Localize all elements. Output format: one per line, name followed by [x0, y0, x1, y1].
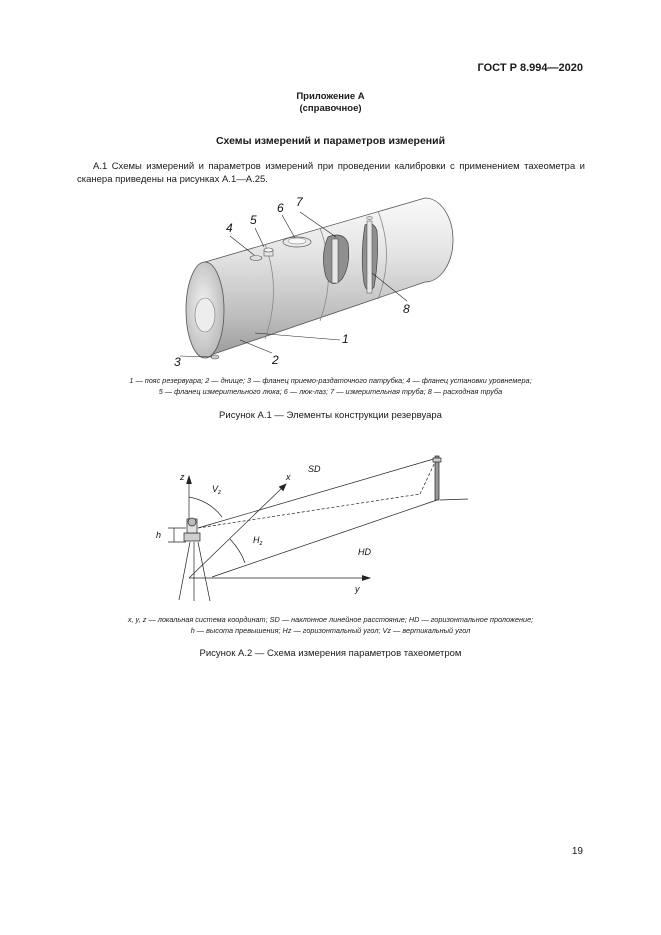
label-z: z	[180, 472, 185, 482]
outlet-pipe	[367, 221, 372, 293]
label-vz: $V_z$	[212, 484, 222, 496]
standard-number: ГОСТ Р 8.994—2020	[477, 62, 583, 74]
label-sd: SD	[308, 464, 321, 474]
page-number: 19	[571, 846, 583, 857]
flange-level-gauge	[250, 256, 262, 261]
appendix-title: Приложение А	[296, 91, 365, 102]
tank-illustration	[160, 195, 480, 370]
section-title: Схемы измерений и параметров измерений	[215, 135, 446, 147]
tripod	[179, 542, 210, 601]
total-station-diagram	[150, 445, 480, 610]
hz-arc	[230, 539, 245, 563]
callout-6: 6	[277, 201, 284, 215]
callout-7: 7	[296, 195, 303, 209]
hd-line	[212, 500, 437, 577]
appendix-subtitle: (справочное)	[299, 103, 362, 114]
manhole-inner	[288, 238, 306, 244]
figure1-legend-line1: 1 — пояс резервуара; 2 — днище; 3 — фланец приемо-раздаточного патрубка; 4 — фланец установки уровнемера;	[129, 376, 532, 385]
intro-paragraph: А.1 Схемы измерений и параметров измерений при проведении калибровки с применением тахеометра и сканера приведены на рисунках А.1—А.25.	[77, 161, 585, 185]
figure1-legend-line2: 5 — фланец измерительного люка; 6 — люк-лаз; 7 — измерительная труба; 8 — расходная труба	[158, 387, 503, 396]
label-h: h	[156, 530, 162, 540]
x-axis	[189, 485, 285, 578]
measuring-pipe	[332, 239, 338, 283]
horizontal-dashed-line	[198, 494, 420, 528]
label-y: y	[355, 584, 360, 594]
callout-4: 4	[226, 221, 233, 235]
label-hz: $H_z$	[253, 535, 263, 547]
figure2-legend-line1: x, y, z — локальная система координат; SD — наклонное линейное расстояние; HD — горизонтальное проложение;	[127, 615, 534, 624]
flange-nozzle	[211, 355, 219, 359]
figure1-caption: Рисунок А.1 — Элементы конструкции резервуара	[219, 410, 442, 421]
figure2-legend-line2: h — высота превышения; Hz — горизонтальный угол; Vz — вертикальный угол	[190, 626, 471, 635]
h-dimension	[168, 528, 186, 542]
label-x: x	[286, 472, 291, 482]
total-station-instrument	[184, 518, 200, 541]
label-hd: HD	[358, 547, 371, 557]
tank-end-center	[195, 298, 215, 332]
vz-arc	[189, 497, 222, 517]
callout-8: 8	[403, 302, 410, 316]
callout-1: 1	[342, 332, 349, 346]
measuring-hatch-top	[264, 248, 273, 252]
target-pole	[433, 456, 441, 500]
outlet-pipe-top	[367, 217, 373, 220]
callout-2: 2	[272, 353, 279, 367]
callout-5: 5	[250, 213, 257, 227]
figure2-caption: Рисунок А.2 — Схема измерения параметров тахеометром	[199, 648, 462, 659]
callout-3: 3	[174, 355, 181, 369]
